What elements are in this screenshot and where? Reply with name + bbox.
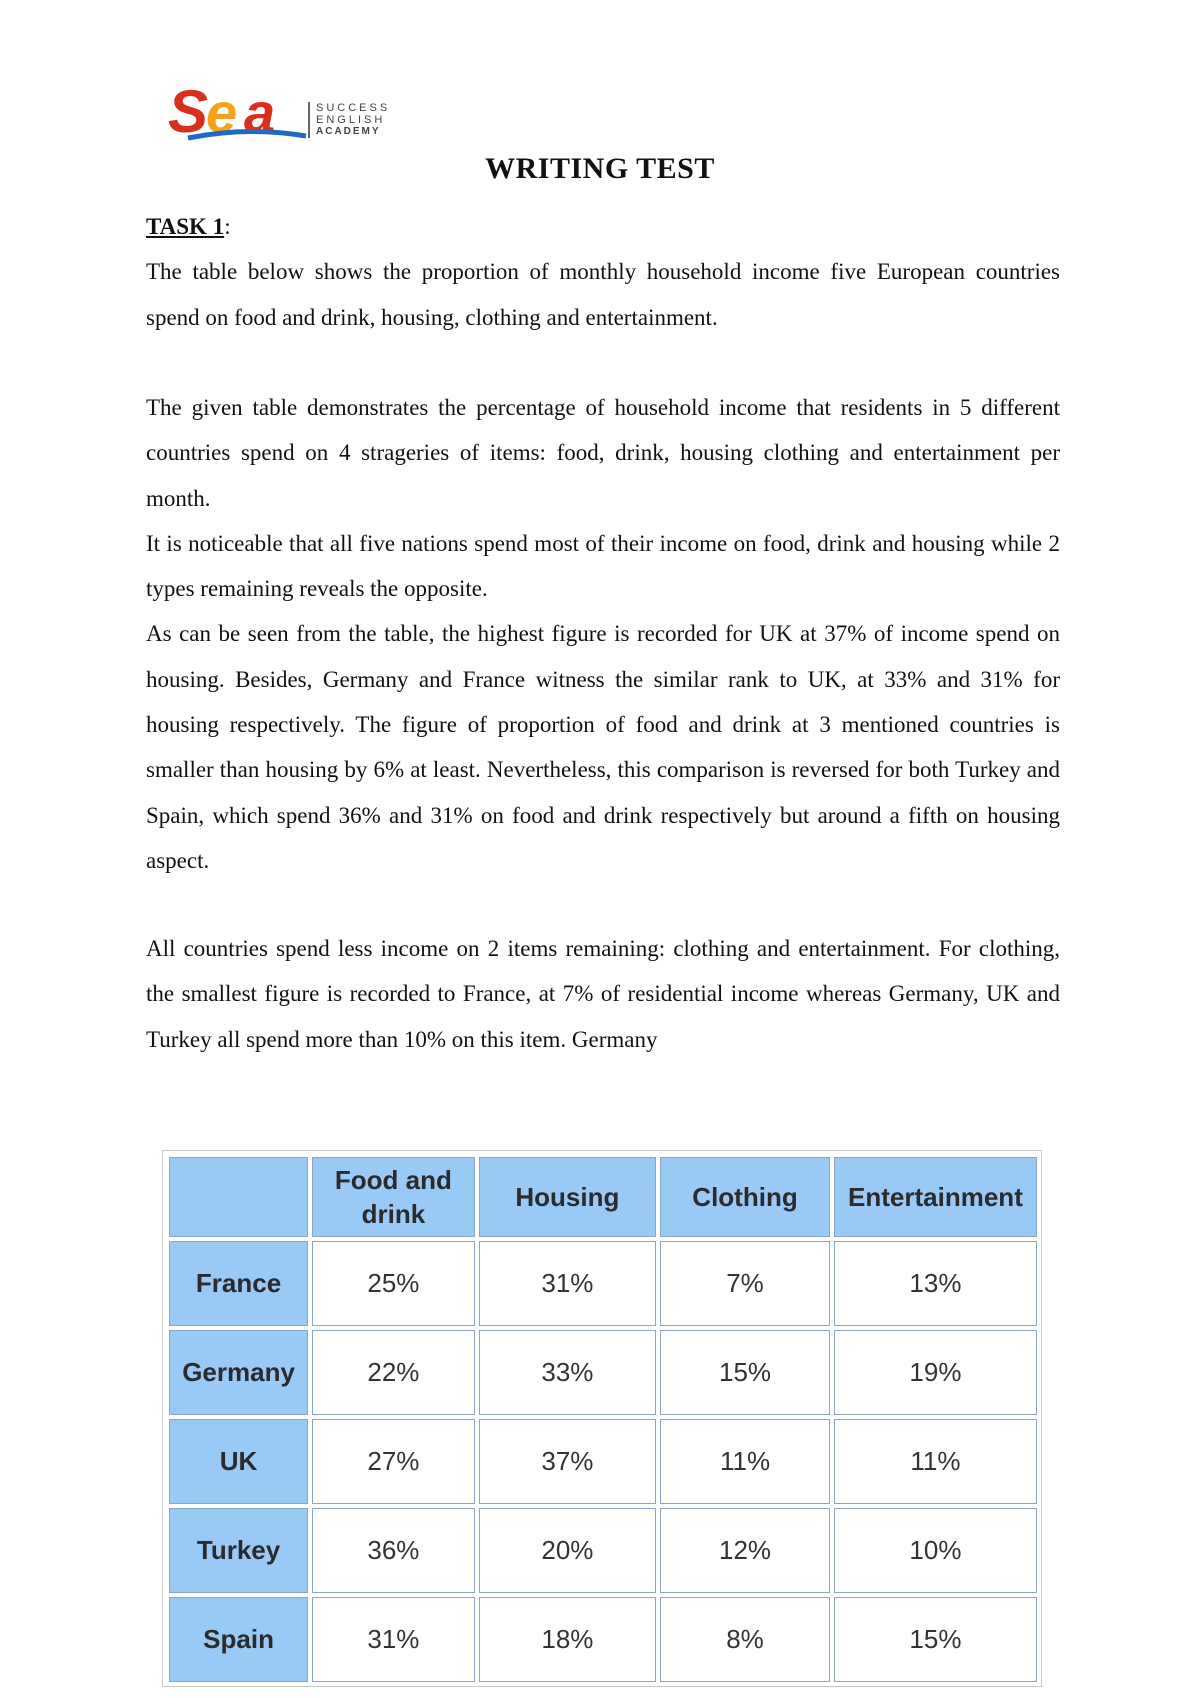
table-cell: 15%	[834, 1597, 1037, 1682]
row-label: Spain	[169, 1597, 308, 1682]
row-label: Germany	[169, 1330, 308, 1415]
table-cell: 19%	[834, 1330, 1037, 1415]
svg-text:S: S	[168, 82, 209, 142]
logo-line-academy: ACADEMY	[316, 126, 381, 137]
task-prompt: The table below shows the proportion of monthly household income five European countries spend on food and drink, housing, clothing and entertainment.	[146, 259, 1060, 330]
table-cell: 12%	[660, 1508, 830, 1593]
row-label: France	[169, 1241, 308, 1326]
sea-logo-mark-icon	[168, 82, 308, 142]
table-cell: 33%	[479, 1330, 656, 1415]
income-table-frame	[162, 1150, 1042, 1687]
table-cell: 15%	[660, 1330, 830, 1415]
table-cell: 11%	[834, 1419, 1037, 1504]
table-cell: 20%	[479, 1508, 656, 1593]
page-title: WRITING TEST	[485, 152, 715, 185]
header-entertainment: Entertainment	[834, 1157, 1037, 1237]
table-row	[169, 1419, 1037, 1504]
svg-text:e: e	[206, 82, 238, 142]
table-cell: 22%	[312, 1330, 475, 1415]
header-corner	[169, 1157, 308, 1237]
table-cell: 10%	[834, 1508, 1037, 1593]
income-table	[165, 1153, 1041, 1686]
row-label: UK	[169, 1419, 308, 1504]
table-cell: 36%	[312, 1508, 475, 1593]
task-label: TASK 1	[146, 214, 225, 239]
table-cell: 25%	[312, 1241, 475, 1326]
table-row	[169, 1241, 1037, 1326]
table-cell: 11%	[660, 1419, 830, 1504]
essay-paragraph-1: The given table demonstrates the percentage of household income that residents in 5 different countries spend on 4 stragеries of items: food, drink, housing clothing and entertainment per month.	[146, 395, 1060, 511]
essay-paragraph-4: All countries spend less income on 2 items remaining: clothing and entertainment. For clothing, the smallest figure is recorded to France, at 7% of residential income whereas Germany, UK and Turkey all spend more than 10% on this item. Germany	[146, 936, 1060, 1052]
logo-divider	[308, 102, 310, 138]
table-cell: 27%	[312, 1419, 475, 1504]
essay-paragraph-3: As can be seen from the table, the highest figure is recorded for UK at 37% of income spend on housing. Besides, Germany and France witness the similar rank to UK, at 33% and 31% for housing respectively. The figure of proportion of food and drink at 3 mentioned countries is smaller than housing by 6% at least. Nevertheless, this comparison is reversed for both Turkey and Spain, which spend 36% and 31% on food and drink respectively but around a fifth on housing aspect.	[146, 621, 1060, 873]
table-header-row	[169, 1157, 1037, 1237]
header-food-and-drink: Food and drink	[312, 1157, 475, 1237]
essay-paragraph-2: It is noticeable that all five nations spend most of their income on food, drink and housing while 2 types remaining reveals the opposite.	[146, 530, 1060, 602]
logo-line-success: SUCCESS	[316, 102, 391, 114]
table-row	[169, 1597, 1037, 1682]
row-label: Turkey	[169, 1508, 308, 1593]
svg-text:a: a	[244, 82, 276, 142]
task-section	[146, 204, 1060, 340]
task-colon: :	[224, 214, 231, 239]
table-row	[169, 1330, 1037, 1415]
table-cell: 31%	[312, 1597, 475, 1682]
table-cell: 13%	[834, 1241, 1037, 1326]
table-cell: 8%	[660, 1597, 830, 1682]
table-row	[169, 1508, 1037, 1593]
header-housing: Housing	[479, 1157, 656, 1237]
table-cell: 31%	[479, 1241, 656, 1326]
table-cell: 18%	[479, 1597, 656, 1682]
table-cell: 7%	[660, 1241, 830, 1326]
essay-body-continued	[146, 926, 1060, 1062]
table-cell: 37%	[479, 1419, 656, 1504]
academy-logo	[168, 82, 468, 142]
essay-body	[146, 385, 1060, 883]
task-heading	[146, 204, 1060, 249]
logo-wordmark	[316, 102, 390, 138]
logo-line-english: ENGLISH	[316, 114, 386, 126]
header-clothing: Clothing	[660, 1157, 830, 1237]
